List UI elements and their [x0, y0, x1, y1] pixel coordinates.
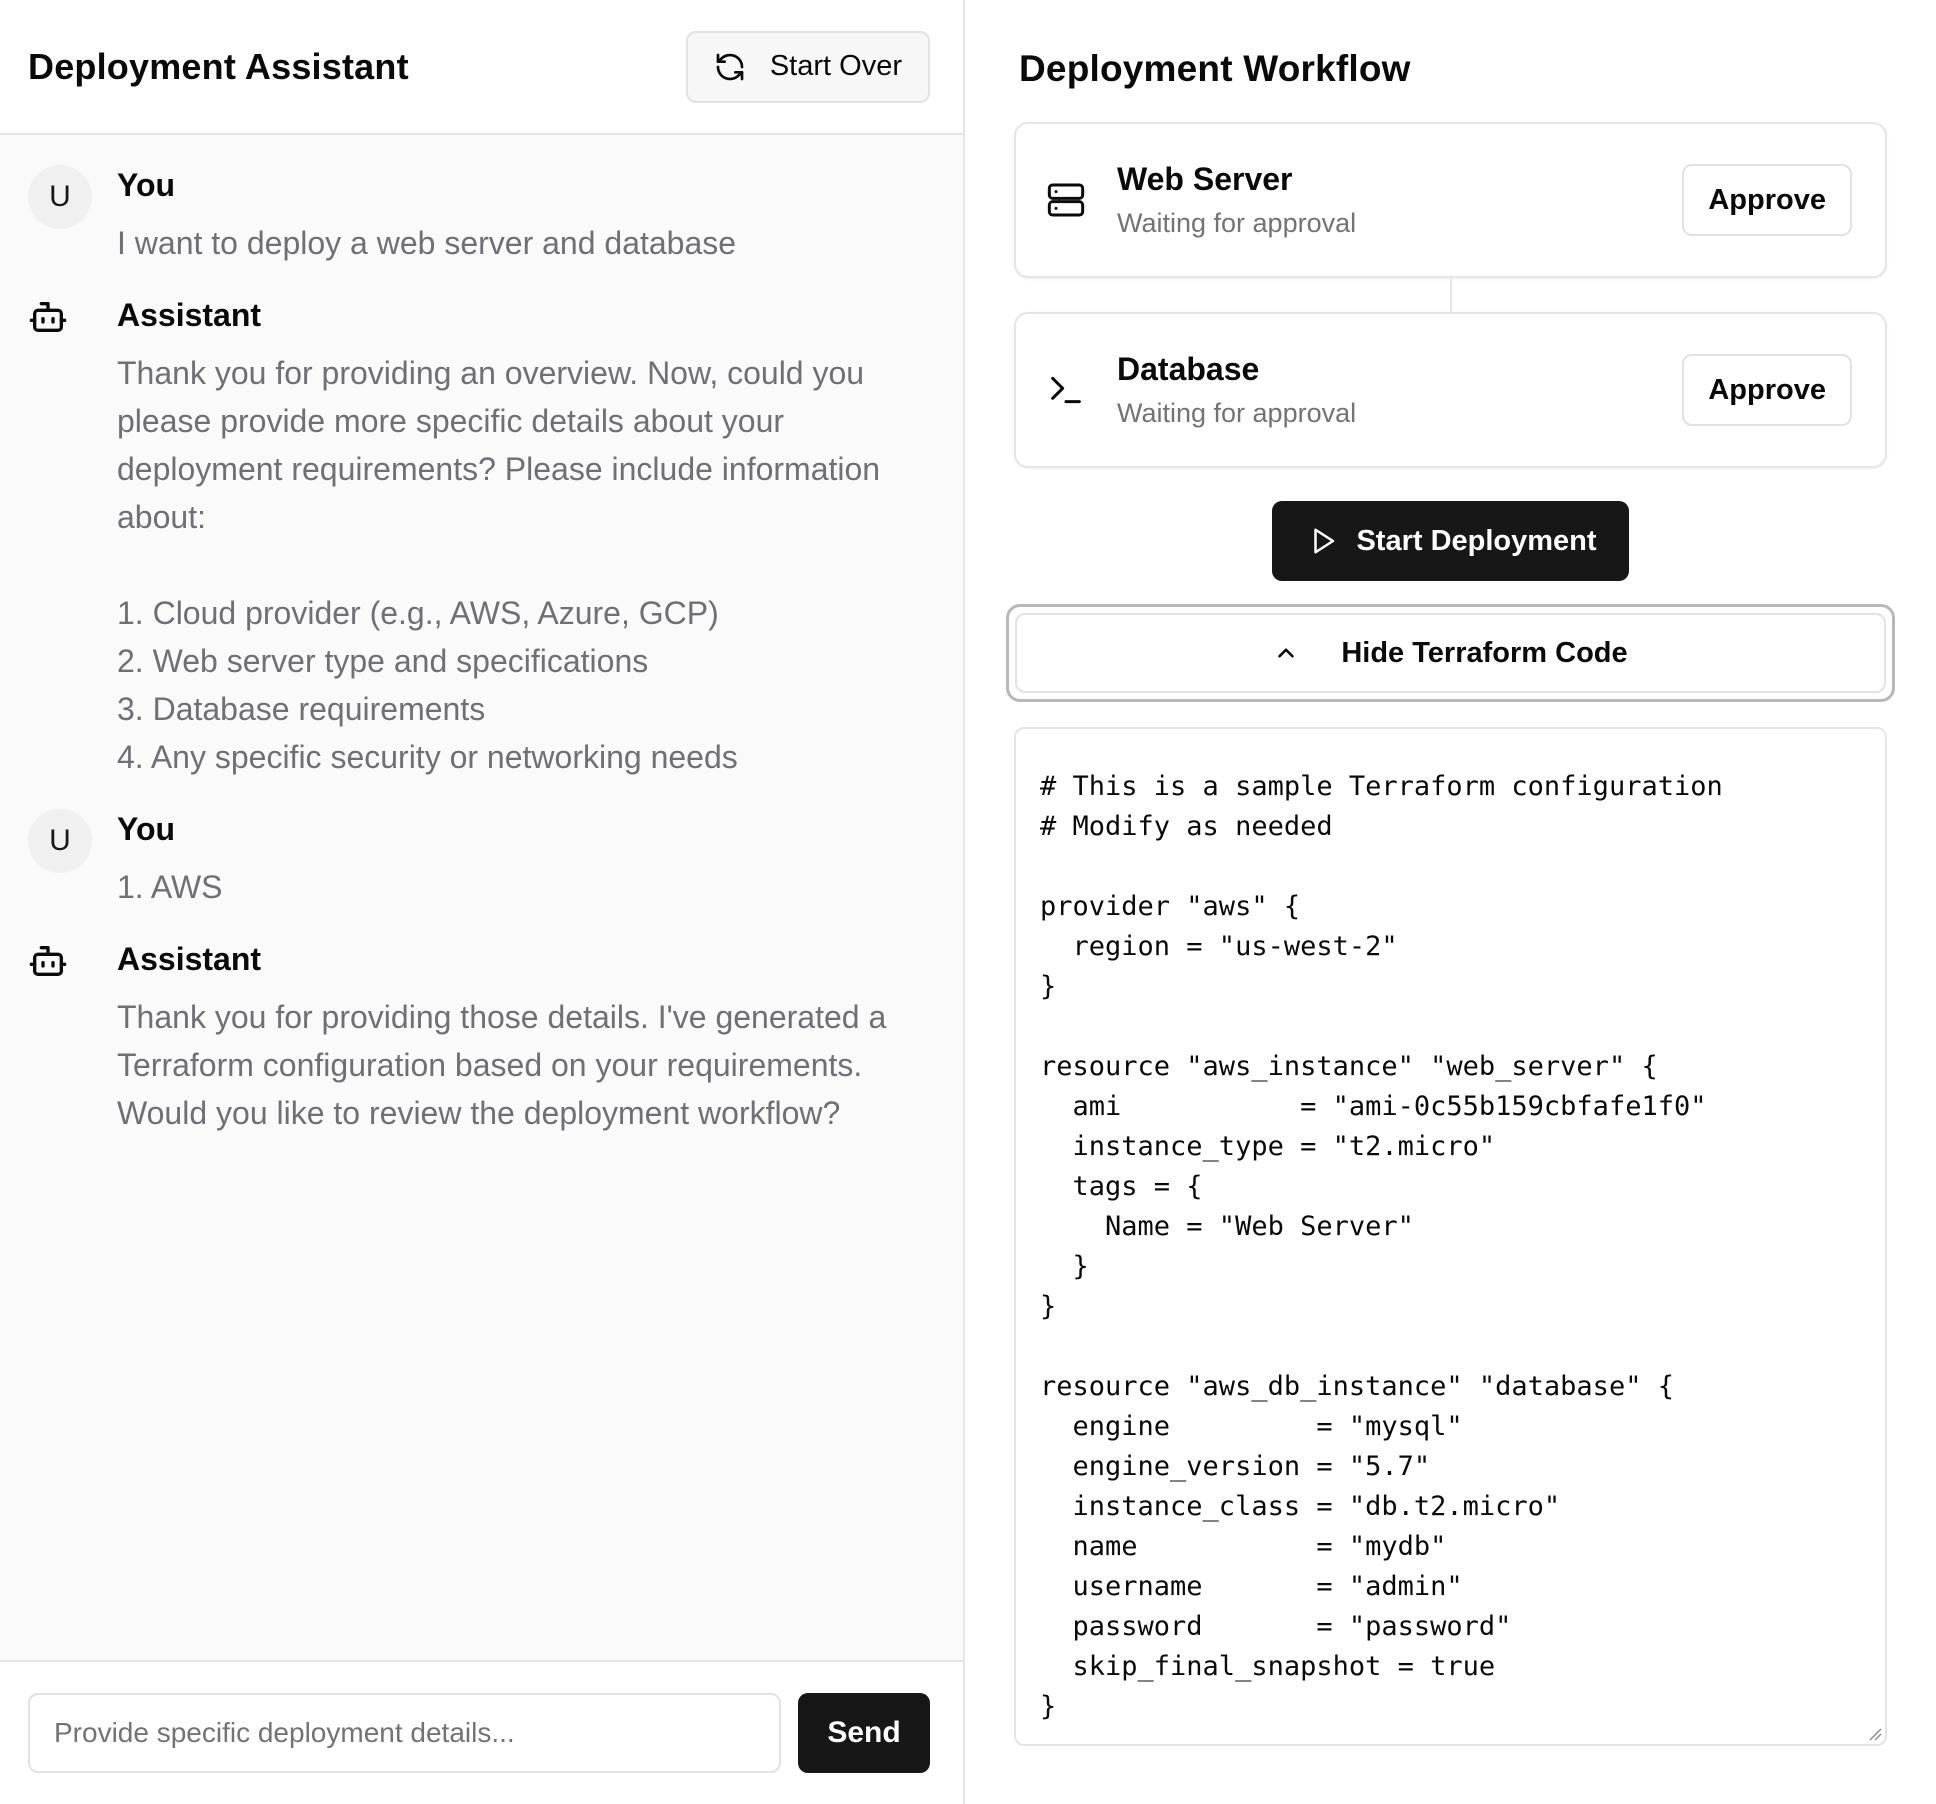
toggle-terraform-button[interactable] — [1015, 613, 1886, 693]
step-status: Waiting for approval — [1117, 398, 1357, 428]
play-icon — [1308, 526, 1338, 556]
send-button[interactable]: Send — [798, 1693, 930, 1773]
step-connector — [1450, 278, 1452, 312]
terraform-code: # This is a sample Terraform configuration # Modify as needed provider "aws" { region = "us-west-2" } resource "aws_instance" "web_server" { ami = "ami-0c55b159cbfafe1f0" instance_type = "t2.micro" tags = { Name = "Web Server" } } resource "aws_db_instance" "database" { engine = "mysql" engine_version = "5.7" instance_class = "db.t2.micro" name = "mydb" username = "admin" password = "password" skip_final_snapshot = true } — [1040, 771, 1723, 1722]
message-body — [117, 809, 935, 911]
focus-ring — [1006, 604, 1895, 702]
server-icon — [1046, 180, 1086, 220]
message-author: Assistant — [117, 297, 262, 333]
message-author: Assistant — [117, 941, 262, 977]
chevron-up-icon — [1273, 640, 1299, 666]
message-text: I want to deploy a web server and database — [117, 225, 737, 261]
workflow-title: Deployment Workflow — [1019, 48, 1411, 89]
step-status: Waiting for approval — [1117, 208, 1357, 238]
toggle-terraform-label: Hide Terraform Code — [1341, 636, 1628, 669]
chat-header — [0, 0, 963, 135]
message-text: 1. AWS — [117, 869, 223, 905]
start-deployment-button[interactable] — [1272, 501, 1628, 581]
chat-title: Deployment Assistant — [28, 45, 409, 87]
message-text: Thank you for providing those details. I've generated a Terraform configuration based on your requirements. Would you like to review the deployment workflow? — [117, 999, 887, 1131]
step-info — [1117, 351, 1682, 429]
terminal-icon — [1046, 370, 1086, 410]
step-info — [1117, 161, 1682, 239]
message-author: You — [117, 167, 176, 203]
user-avatar: U — [28, 809, 92, 873]
bot-icon — [28, 939, 92, 1003]
message-body — [117, 165, 935, 267]
user-avatar: U — [28, 165, 92, 229]
start-over-button[interactable] — [686, 31, 930, 103]
approve-web-server-button[interactable]: Approve — [1682, 164, 1852, 236]
start-deployment-label: Start Deployment — [1356, 524, 1597, 557]
step-name: Database — [1117, 351, 1260, 387]
message-user — [28, 809, 935, 911]
workflow-step-database — [1014, 312, 1887, 468]
chat-panel — [0, 0, 965, 1804]
chat-messages — [0, 135, 963, 1660]
resize-grip-icon[interactable] — [1866, 1725, 1882, 1741]
refresh-icon — [714, 51, 746, 83]
message-assistant — [28, 295, 935, 781]
approve-database-button[interactable]: Approve — [1682, 354, 1852, 426]
bot-icon — [28, 295, 92, 359]
workflow-step-web-server — [1014, 122, 1887, 278]
message-text: Thank you for providing an overview. Now, could you please provide more specific details about your deployment requirements? Please include information about: 1. Cloud provider (e.g., AWS, Azure, GCP) 2. Web server type and specifications 3. Database requirements 4. Any specific security or networking needs — [117, 355, 881, 775]
message-body — [117, 939, 935, 1137]
workflow-panel — [965, 0, 1936, 1804]
deploy-wrap — [1014, 501, 1887, 581]
start-over-label: Start Over — [769, 50, 902, 82]
message-input[interactable] — [28, 1693, 781, 1773]
message-body — [117, 295, 935, 781]
terraform-code-editor[interactable] — [1014, 727, 1887, 1746]
message-user — [28, 165, 935, 267]
composer — [0, 1660, 963, 1804]
step-name: Web Server — [1117, 161, 1293, 197]
message-assistant — [28, 939, 935, 1137]
message-author: You — [117, 811, 176, 847]
